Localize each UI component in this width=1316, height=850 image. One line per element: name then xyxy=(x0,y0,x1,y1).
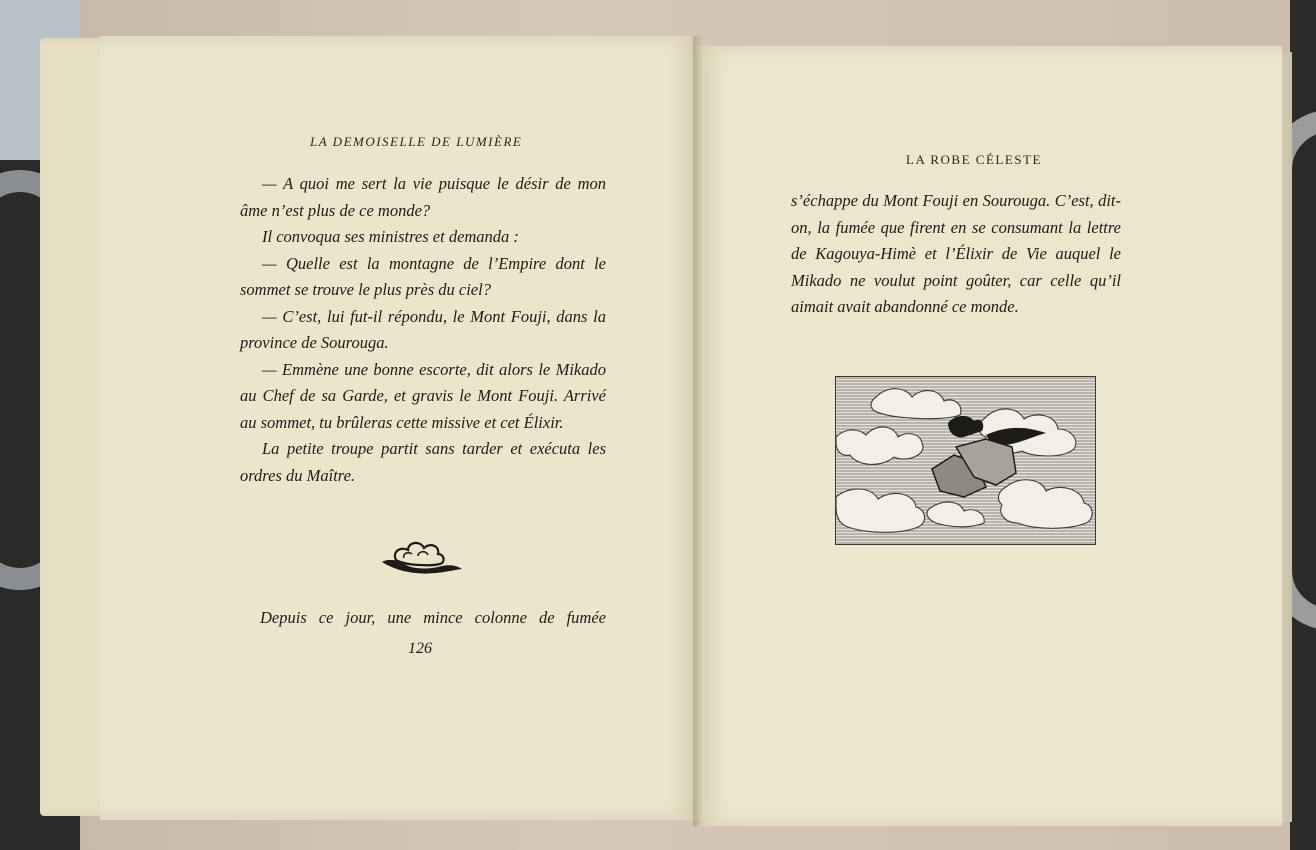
paragraph: Il convoqua ses ministres et demanda : xyxy=(262,227,519,246)
paragraph: — A quoi me sert la vie puisque le désir de mon âme n’est plus de ce monde? xyxy=(240,174,606,220)
engraving-illustration xyxy=(835,376,1096,545)
book-gutter xyxy=(693,36,703,826)
paragraph: La petite troupe partit sans tarder et exécuta les ordres du Maître. xyxy=(240,439,606,485)
paragraph: — Quelle est la montagne de l’Empire dont le sommet se trouve le plus près du ciel? xyxy=(240,253,606,299)
paragraph: s’échappe du Mont Fouji en Sourouga. C’est, dit-on, la fumée que firent en se consumant la lettre de Kagouya-Himè et l’Élixir de Vie auquel le Mikado ne voulut point goûter, car celle qu’il aimait avait abandonné ce monde. xyxy=(791,191,1121,316)
cloud-ornament-icon xyxy=(378,536,464,578)
right-running-head: LA ROBE CÉLESTE xyxy=(906,152,1042,167)
left-running-head: LA DEMOISELLE DE LUMIÈRE xyxy=(310,134,523,149)
left-last-line: Depuis ce jour, une mince colonne de fumée xyxy=(260,608,606,627)
right-body-text xyxy=(791,188,1121,321)
paragraph: — C’est, lui fut-il répondu, le Mont Fouji, dans la province de Sourouga. xyxy=(240,306,606,352)
left-body-text xyxy=(240,171,606,489)
paragraph: — Emmène une bonne escorte, dit alors le Mikado au Chef de sa Garde, et gravis le Mont Fouji. Arrivé au sommet, tu brûleras cette missive et cet Élixir. xyxy=(240,359,606,432)
page-number: 126 xyxy=(408,640,432,657)
